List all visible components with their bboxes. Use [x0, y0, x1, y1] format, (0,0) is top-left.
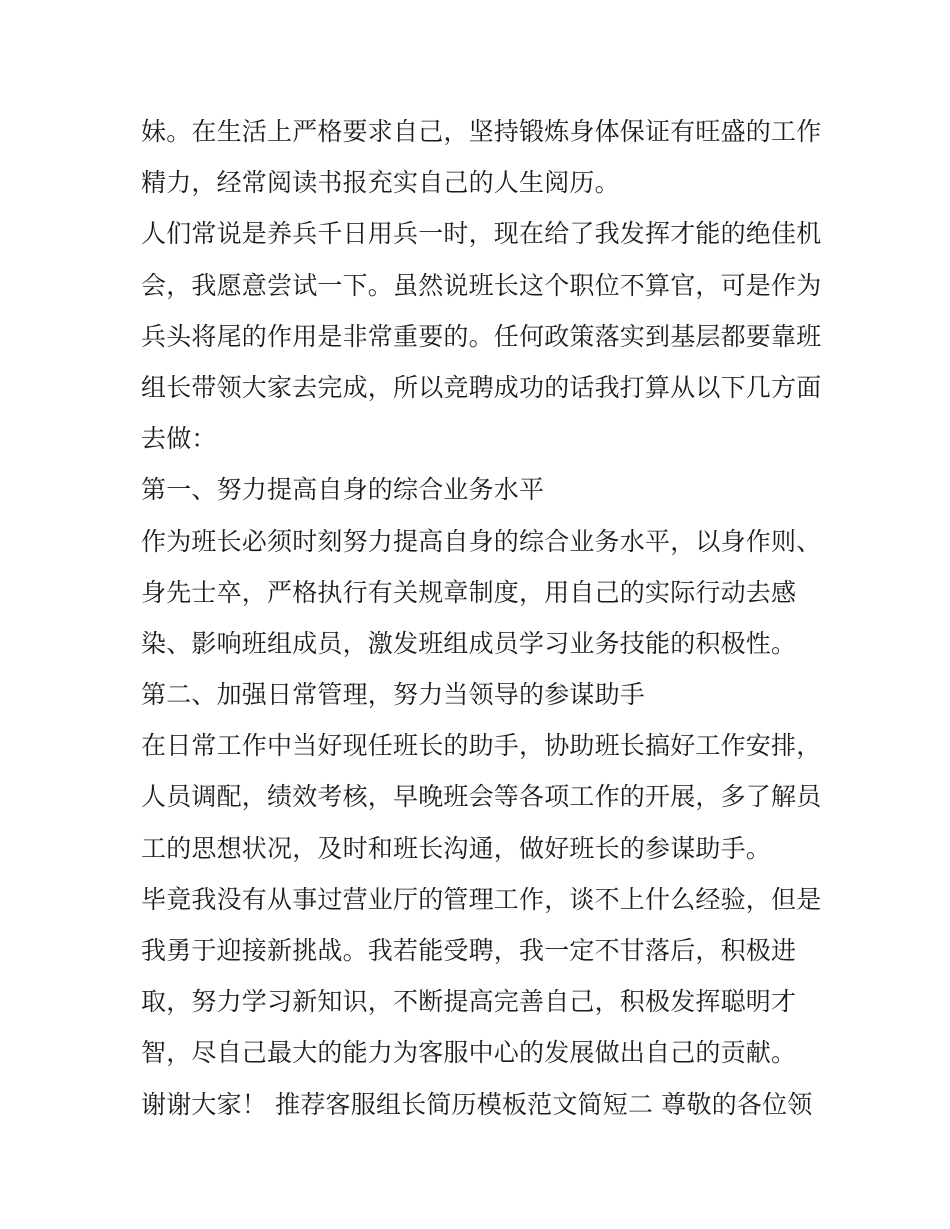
text-line: 组长带领大家去完成，所以竞聘成功的话我打算从以下几方面	[141, 372, 822, 402]
text-line: 精力，经常阅读书报充实自己的人生阅历。	[141, 168, 620, 198]
text-line: 毕竟我没有从事过营业厅的管理工作，谈不上什么经验，但是	[141, 884, 822, 914]
text-line: 人员调配，绩效考核，早晚班会等各项工作的开展，多了解员	[141, 782, 822, 812]
body-text	[141, 106, 821, 1130]
text-line: 身先士卒，严格执行有关规章制度，用自己的实际行动去感	[141, 577, 797, 607]
text-line: 谢谢大家！ 推荐客服组长简历模板范文简短二 尊敬的各位领	[141, 1089, 813, 1119]
text-line: 去做：	[141, 424, 217, 454]
text-line: 兵头将尾的作用是非常重要的。任何政策落实到基层都要靠班	[141, 321, 822, 351]
text-line: 染、影响班组成员，激发班组成员学习业务技能的积极性。	[141, 628, 797, 658]
text-line: 妹。在生活上严格要求自己，坚持锻炼身体保证有旺盛的工作	[141, 117, 822, 146]
section-heading: 第一、努力提高自身的综合业务水平	[141, 475, 545, 505]
section-heading: 第二、加强日常管理，努力当领导的参谋助手	[141, 680, 646, 710]
text-line: 智，尽自己最大的能力为客服中心的发展做出自己的贡献。	[141, 1038, 797, 1068]
text-line: 作为班长必须时刻努力提高自身的综合业务水平，以身作则、	[141, 526, 822, 556]
text-line: 我勇于迎接新挑战。我若能受聘，我一定不甘落后，积极进	[141, 936, 797, 965]
text-line: 在日常工作中当好现任班长的助手，协助班长搞好工作安排，	[141, 731, 822, 761]
text-line: 人们常说是养兵千日用兵一时，现在给了我发挥才能的绝佳机	[141, 219, 822, 249]
text-line: 会，我愿意尝试一下。虽然说班长这个职位不算官，可是作为	[141, 270, 822, 300]
text-line: 工的思想状况，及时和班长沟通，做好班长的参谋助手。	[141, 833, 772, 863]
text-line: 取，努力学习新知识，不断提高完善自己，积极发挥聪明才	[141, 987, 797, 1017]
